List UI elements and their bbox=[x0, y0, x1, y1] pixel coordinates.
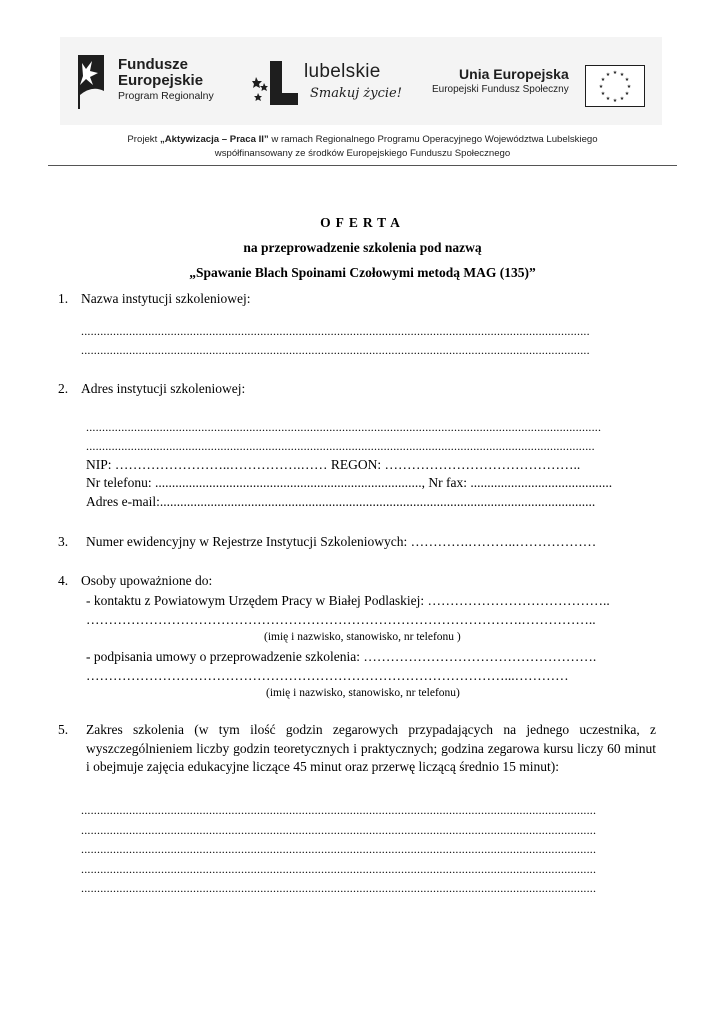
project-info bbox=[0, 133, 725, 160]
svg-text:★: ★ bbox=[600, 91, 606, 97]
ue-line1: Unia Europejska bbox=[459, 66, 569, 82]
sign-person-line[interactable]: - podpisania umowy o przeprowadzenie szkolenia: ……………………………………………. bbox=[86, 649, 597, 664]
section1-label: Nazwa instytucji szkoleniowej: bbox=[81, 291, 251, 306]
section2-label: Adres instytucji szkoleniowej: bbox=[81, 381, 246, 396]
fe-line2: Europejskie bbox=[118, 72, 204, 89]
section1-num: 1. bbox=[58, 291, 69, 306]
header-divider bbox=[48, 165, 677, 166]
unia-europejska-logo bbox=[432, 66, 569, 97]
scope-line2[interactable]: ................................................................................................................................................................. bbox=[81, 823, 597, 837]
institution-name-line2[interactable]: ............................................................................................................................................................... bbox=[81, 343, 590, 357]
fe-line3: Program Regionalny bbox=[118, 90, 214, 102]
scope-line5[interactable]: ................................................................................................................................................................. bbox=[81, 881, 597, 895]
scope-line1[interactable]: ................................................................................................................................................................. bbox=[81, 803, 597, 817]
project-line1 bbox=[0, 133, 725, 147]
contact-person-line2[interactable]: …………………………………………………………………………………….…………….. bbox=[86, 612, 596, 627]
logo-bar bbox=[60, 37, 662, 125]
svg-text:★: ★ bbox=[619, 96, 625, 102]
section3-num: 3. bbox=[58, 534, 69, 549]
nip-regon-line[interactable]: NIP: ……………………..…………….…… REGON: …………………………………….. bbox=[86, 457, 581, 472]
svg-text:★: ★ bbox=[624, 77, 630, 83]
registry-number-line[interactable]: Numer ewidencyjny w Rejestrze Instytucji Szkoleniowych: ………….………..……………… bbox=[86, 534, 597, 549]
eu-flag-icon bbox=[585, 65, 645, 107]
fe-line1: Fundusze bbox=[118, 56, 188, 73]
institution-name-line1[interactable]: ............................................................................................................................................................... bbox=[81, 324, 590, 338]
ue-line2: Europejski Fundusz Społeczny bbox=[432, 84, 569, 95]
section4-num: 4. bbox=[58, 573, 69, 588]
sign-hint: (imię i nazwisko, stanowisko, nr telefonu) bbox=[266, 687, 460, 699]
svg-text:★: ★ bbox=[605, 96, 611, 102]
lubelskie-l-icon bbox=[252, 59, 300, 107]
contact-person-line[interactable]: - kontaktu z Powiatowym Urzędem Pracy w Białej Podlaskiej: ………………………………….. bbox=[86, 593, 610, 608]
project-line1-rest: w ramach Regionalnego Programu Operacyjnego Województwa Lubelskiego bbox=[268, 134, 598, 145]
address-line2[interactable]: ............................................................................................................................................................... bbox=[86, 439, 595, 453]
project-line2: współfinansowany ze środków Europejskiego Funduszu Społecznego bbox=[214, 147, 511, 159]
doc-title: OFERTA bbox=[320, 215, 405, 230]
fe-star-icon bbox=[76, 55, 106, 109]
project-name: „Aktywizacja – Praca II” bbox=[159, 134, 269, 145]
svg-text:★: ★ bbox=[624, 91, 630, 97]
svg-text:★: ★ bbox=[600, 77, 606, 83]
svg-text:★: ★ bbox=[598, 84, 604, 90]
section5-num: 5. bbox=[58, 722, 69, 737]
lubelskie-tagline: Smakuj życie! bbox=[310, 86, 402, 101]
training-name: „Spawanie Blach Spoinami Czołowymi metodą MAG (135)” bbox=[189, 265, 536, 280]
svg-text:★: ★ bbox=[612, 70, 618, 76]
doc-subtitle: na przeprowadzenie szkolenia pod nazwą bbox=[243, 240, 482, 255]
email-line[interactable]: Adres e-mail:................................................................................................................................. bbox=[86, 494, 596, 509]
sign-person-line2[interactable]: …………………………………………………………………………………...………… bbox=[86, 668, 569, 683]
svg-text:★: ★ bbox=[605, 72, 611, 78]
section4-label: Osoby upoważnione do: bbox=[81, 573, 213, 588]
svg-text:★: ★ bbox=[626, 84, 632, 90]
phone-fax-line[interactable]: Nr telefonu: ..............................................................................., Nr fax: .......................................... bbox=[86, 475, 613, 490]
lubelskie-name: lubelskie bbox=[304, 61, 381, 82]
section2-num: 2. bbox=[58, 381, 69, 396]
contact-hint: (imię i nazwisko, stanowisko, nr telefonu ) bbox=[264, 631, 461, 643]
scope-line3[interactable]: ................................................................................................................................................................. bbox=[81, 842, 597, 856]
scope-line4[interactable]: ................................................................................................................................................................. bbox=[81, 862, 597, 876]
section5-text: Zakres szkolenia (w tym ilość godzin zegarowych przypadających na jednego uczestnika, z wyszczególnieniem liczby godzin teoretycznych i praktycznych; godzina zegarowa kursu liczy 60 minut i obejmuje zajęcia edukacyjne liczące 45 minut oraz przerwę liczącą średnio 15 minut): bbox=[86, 722, 656, 774]
address-line1[interactable]: ................................................................................................................................................................. bbox=[86, 420, 602, 434]
project-prefix: Projekt bbox=[127, 134, 160, 145]
svg-text:★: ★ bbox=[612, 98, 618, 104]
svg-text:★: ★ bbox=[619, 72, 625, 78]
